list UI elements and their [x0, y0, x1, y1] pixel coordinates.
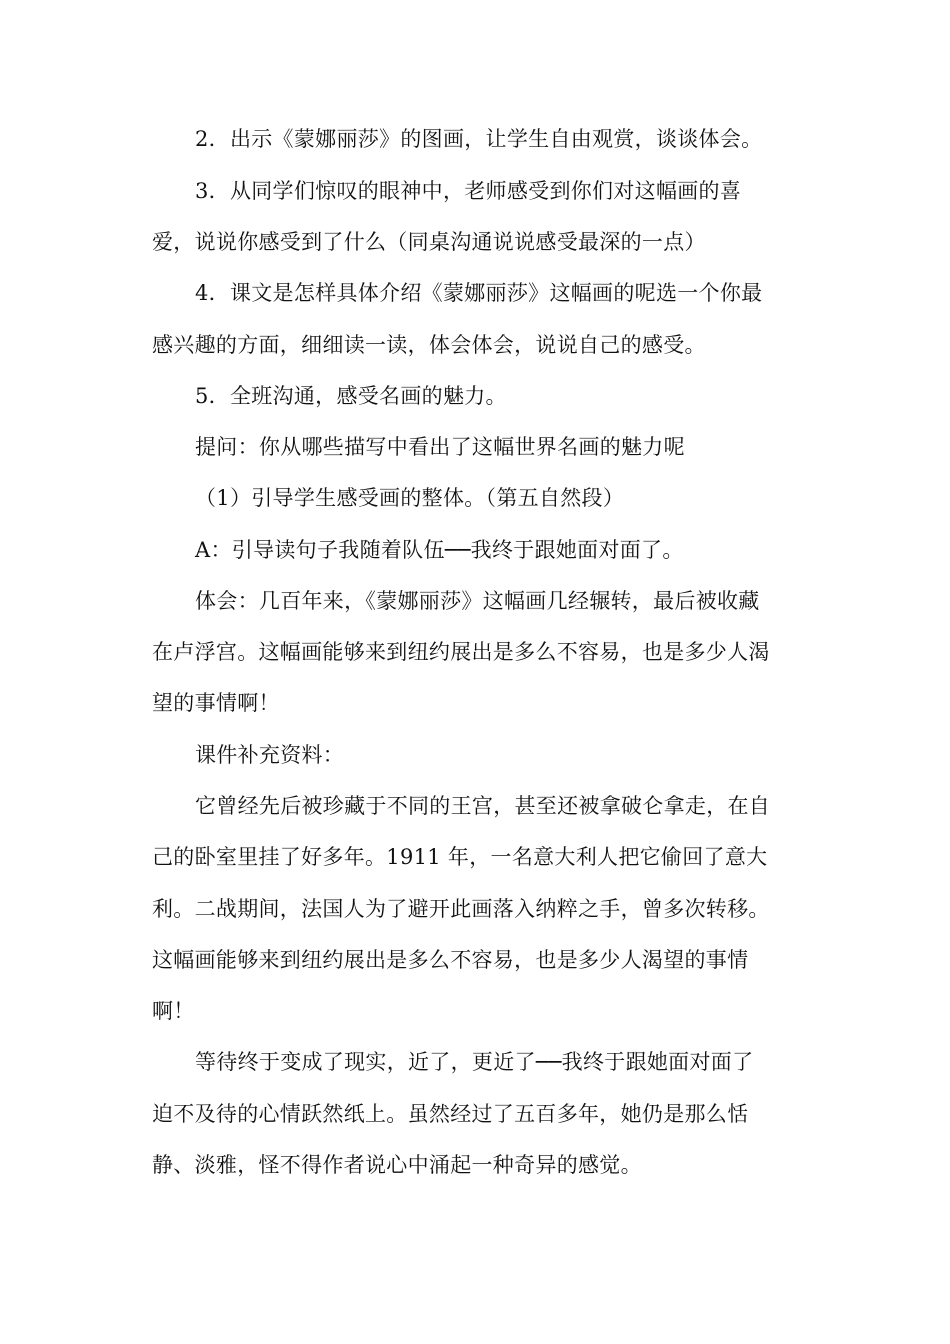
- text-line: （1）引导学生感受画的整体。（第五自然段）: [195, 486, 625, 510]
- text-line: 在卢浮宫。这幅画能够来到纽约展出是多么不容易，也是多少人渴: [152, 640, 770, 664]
- text-line: 啊！: [152, 999, 195, 1023]
- text-line: 4．课文是怎样具体介绍《蒙娜丽莎》这幅画的呢选一个你最: [195, 281, 763, 305]
- text-line: 等待终于变成了现实，近了，更近了──我终于跟她面对面了: [195, 1050, 754, 1074]
- text-line: 己的卧室里挂了好多年。1911 年，一名意大利人把它偷回了意大: [152, 845, 768, 869]
- text-line: 课件补充资料：: [195, 743, 345, 767]
- text-line: 它曾经先后被珍藏于不同的王宫，甚至还被拿破仑拿走，在自: [195, 794, 771, 818]
- text-line: 这幅画能够来到纽约展出是多么不容易，也是多少人渴望的事情: [152, 948, 749, 972]
- text-line: 3．从同学们惊叹的眼神中，老师感受到你们对这幅画的喜: [195, 179, 742, 203]
- text-line: A：引导读句子我随着队伍──我终于跟她面对面了。: [195, 538, 684, 562]
- text-line: 体会：几百年来，《蒙娜丽莎》这幅画几经辗转，最后被收藏: [195, 589, 760, 613]
- text-line: 2．出示《蒙娜丽莎》的图画，让学生自由观赏，谈谈体会。: [195, 127, 763, 151]
- text-line: 利。二战期间，法国人为了避开此画落入纳粹之手，曾多次转移。: [152, 897, 770, 921]
- text-line: 5．全班沟通，感受名画的魅力。: [195, 384, 507, 408]
- text-line: 爱，说说你感受到了什么（同桌沟通说说感受最深的一点）: [152, 230, 706, 254]
- text-line: 感兴趣的方面，细细读一读，体会体会，说说自己的感受。: [152, 333, 706, 357]
- text-line: 静、淡雅，怪不得作者说心中涌起一种奇异的感觉。: [152, 1153, 642, 1177]
- text-line: 望的事情啊！: [152, 691, 280, 715]
- text-line: 提问：你从哪些描写中看出了这幅世界名画的魅力呢: [195, 435, 685, 459]
- text-line: 迫不及待的心情跃然纸上。虽然经过了五百多年，她仍是那么恬: [152, 1102, 749, 1126]
